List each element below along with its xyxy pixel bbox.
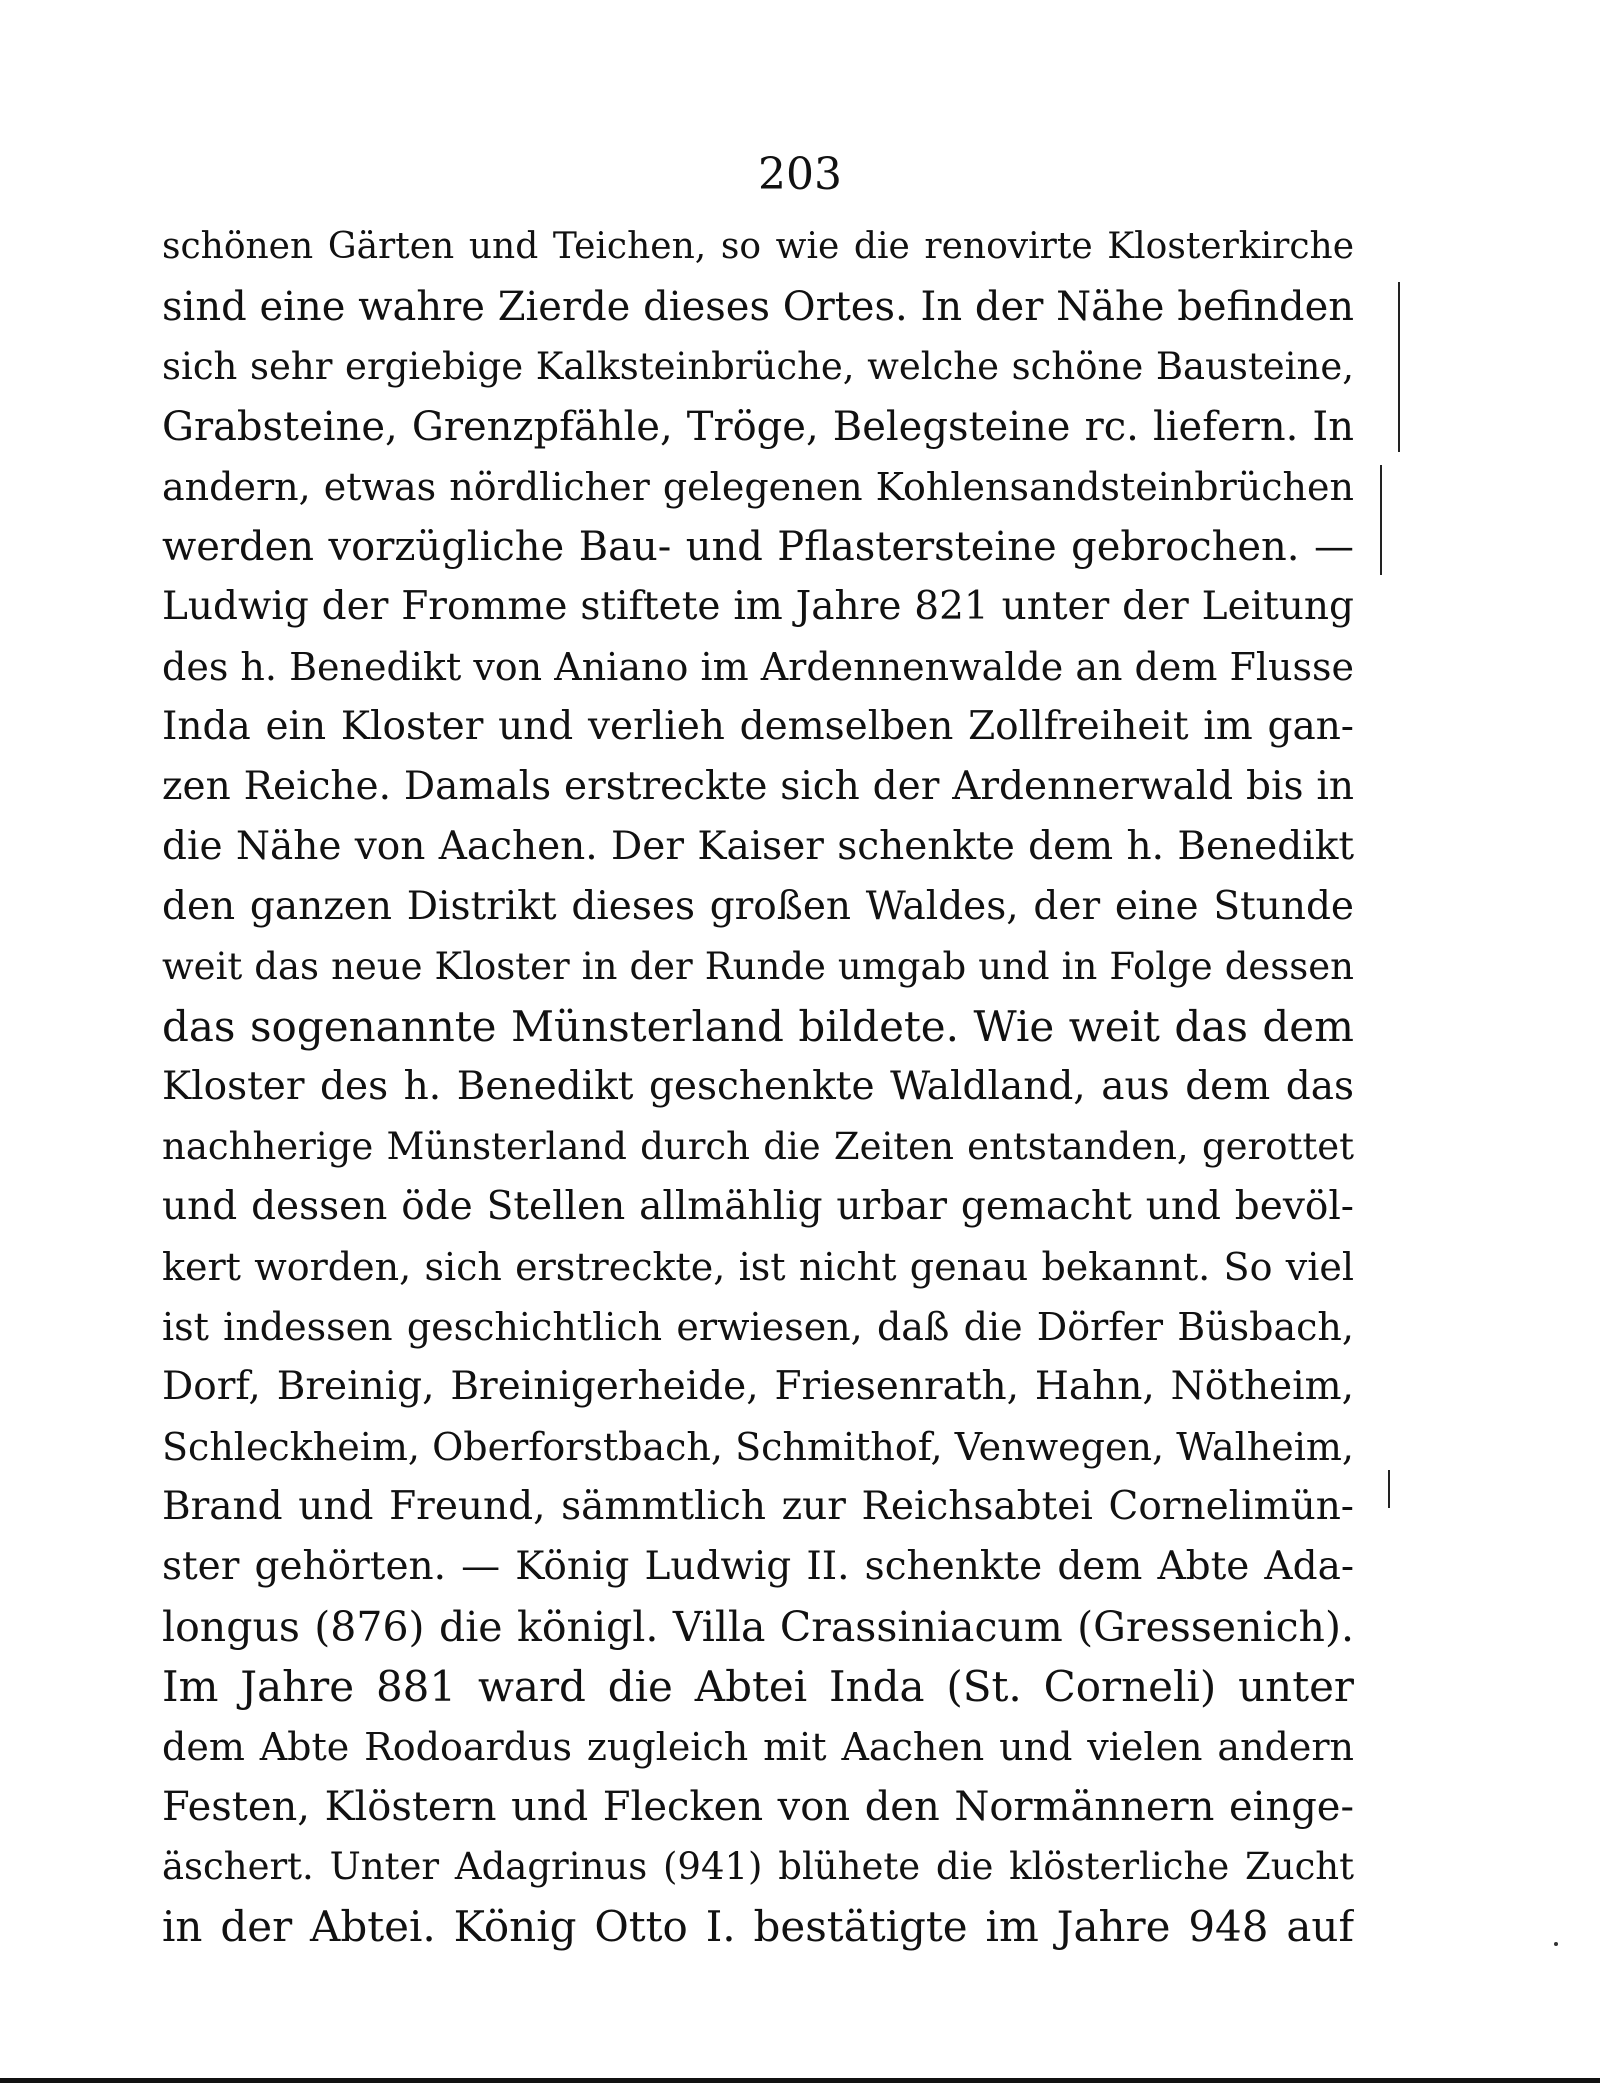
text-line: Ludwig der Fromme stiftete im Jahre 821 unter der Leitung bbox=[162, 584, 1354, 629]
text-line: Im Jahre 881 ward die Abtei Inda (St. Corneli) unter bbox=[162, 1662, 1354, 1711]
margin-mark bbox=[1398, 282, 1400, 452]
margin-mark bbox=[1388, 1470, 1390, 1508]
text-line: Kloster des h. Benedikt geschenkte Waldland, aus dem das bbox=[162, 1064, 1354, 1109]
body-text bbox=[162, 217, 1354, 1957]
text-line: das sogenannte Münsterland bildete. Wie weit das dem bbox=[162, 1002, 1354, 1051]
text-line: äschert. Unter Adagrinus (941) blühete die klösterliche Zucht bbox=[162, 1845, 1354, 1888]
text-line: schönen Gärten und Teichen, so wie die renovirte Klosterkirche bbox=[162, 226, 1354, 267]
text-line: den ganzen Distrikt dieses großen Waldes, der eine Stunde bbox=[162, 884, 1354, 929]
text-line: kert worden, sich erstreckte, ist nicht genau bekannt. So viel bbox=[162, 1245, 1354, 1289]
text-line: nachherige Münsterland durch die Zeiten entstanden, gerottet bbox=[162, 1125, 1354, 1168]
text-line: Brand und Freund, sämmtlich zur Reichsabtei Cornelimün- bbox=[162, 1484, 1354, 1529]
text-line: zen Reiche. Damals erstreckte sich der Ardennerwald bis in bbox=[162, 764, 1354, 809]
text-line: ist indessen geschichtlich erwiesen, daß die Dörfer Büsbach, bbox=[162, 1305, 1354, 1349]
text-line: Inda ein Kloster und verlieh demselben Zollfreiheit im gan- bbox=[162, 704, 1354, 749]
text-line: sind eine wahre Zierde dieses Ortes. In der Nähe befinden bbox=[162, 284, 1354, 330]
text-line: longus (876) die königl. Villa Crassiniacum (Gressenich). bbox=[162, 1603, 1354, 1651]
text-line: dem Abte Rodoardus zugleich mit Aachen und vielen andern bbox=[162, 1725, 1354, 1769]
text-line: andern, etwas nördlicher gelegenen Kohlensandsteinbrüchen bbox=[162, 465, 1354, 509]
text-line: und dessen öde Stellen allmählig urbar gemacht und bevöl- bbox=[162, 1184, 1354, 1229]
text-line: Dorf, Breinig, Breinigerheide, Friesenrath, Hahn, Nötheim, bbox=[162, 1364, 1354, 1409]
margin-mark bbox=[1380, 465, 1382, 575]
text-line: des h. Benedikt von Aniano im Ardennenwalde an dem Flusse bbox=[162, 645, 1354, 689]
text-line: die Nähe von Aachen. Der Kaiser schenkte dem h. Benedikt bbox=[162, 824, 1354, 869]
bottom-rule bbox=[0, 2078, 1600, 2083]
page-number: 203 bbox=[758, 149, 842, 200]
text-line: Grabsteine, Grenzpfähle, Tröge, Belegsteine rc. liefern. In bbox=[162, 404, 1354, 450]
text-line: werden vorzügliche Bau- und Pflastersteine gebrochen. — bbox=[162, 524, 1354, 570]
text-line: Schleckheim, Oberforstbach, Schmithof, Venwegen, Walheim, bbox=[162, 1425, 1354, 1469]
text-line: ster gehörten. — König Ludwig II. schenkte dem Abte Ada- bbox=[162, 1544, 1354, 1589]
text-line: weit das neue Kloster in der Runde umgab und in Folge dessen bbox=[162, 945, 1354, 988]
text-line: Festen, Klöstern und Flecken von den Normännern einge- bbox=[162, 1784, 1354, 1830]
text-line: in der Abtei. König Otto I. bestätigte im Jahre 948 auf bbox=[162, 1902, 1354, 1951]
scan-speck bbox=[1554, 1942, 1558, 1946]
text-line: sich sehr ergiebige Kalksteinbrüche, welche schöne Bausteine, bbox=[162, 345, 1354, 388]
